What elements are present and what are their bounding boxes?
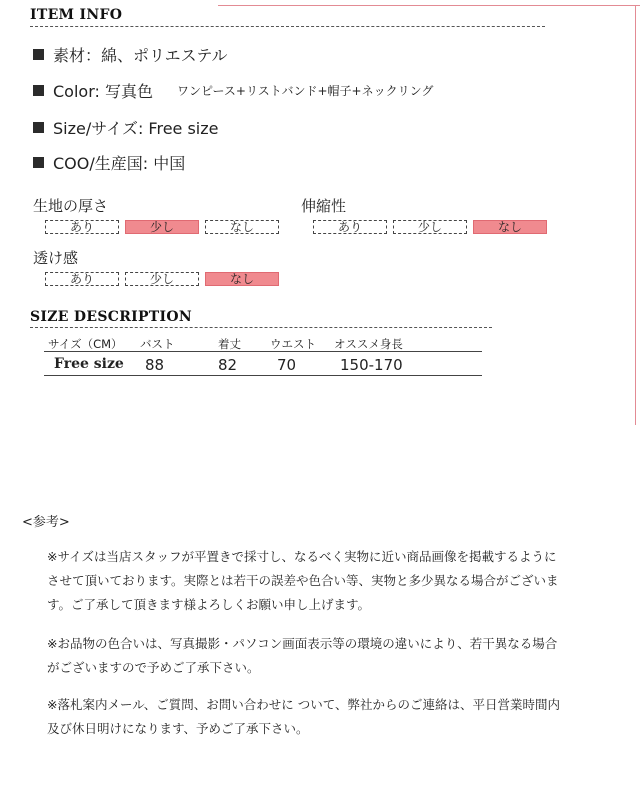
thickness-option: なし (205, 220, 279, 234)
stretch-option: なし (473, 220, 547, 234)
size-col-header: ウエスト (270, 337, 316, 351)
size-row (33, 116, 219, 139)
thickness-option: あり (45, 220, 119, 234)
frame-top-line (218, 5, 640, 6)
stretch-option: 少し (393, 220, 467, 234)
color-text: Color: 写真色 (53, 82, 153, 101)
material-row (33, 43, 228, 66)
color-note: ワンピース+リストバンド+帽子+ネックリング (176, 84, 434, 98)
thickness-option: 少し (125, 220, 199, 234)
size-value: 82 (218, 356, 238, 374)
bullet-icon (33, 157, 44, 168)
bullet-icon (33, 49, 44, 60)
size-value: 70 (277, 356, 297, 374)
reference-note: ※落札案内メール、ご質問、お問い合わせに ついて、弊社からのご連絡は、平日営業時間内及び休日明けになります、予めご了承下さい。 (47, 697, 560, 736)
bullet-icon (33, 122, 44, 133)
size-value: 88 (145, 356, 165, 374)
size-col-header: サイズ（CM） (48, 337, 123, 351)
color-row (33, 79, 433, 102)
size-row-underline (44, 375, 482, 376)
sheer-option: 少し (125, 272, 199, 286)
size-description-heading: SIZE DESCRIPTION (30, 309, 192, 325)
thickness-options (45, 220, 285, 234)
size-row-label: Free size (54, 356, 124, 372)
coo-row (33, 151, 185, 174)
bullet-icon (33, 85, 44, 96)
reference-label: <参考> (22, 515, 70, 530)
size-header-underline (44, 351, 482, 352)
size-col-header: バスト (140, 337, 175, 351)
frame-right-line (635, 5, 636, 425)
size-text: Size/サイズ: Free size (53, 119, 219, 138)
sheer-option: あり (45, 272, 119, 286)
thickness-title: 生地の厚さ (33, 197, 109, 215)
item-info-divider (30, 26, 545, 27)
reference-note: ※お品物の色合いは、写真撮影・パソコン画面表示等の環境の違いにより、若干異なる場合がございますので予めご了承下さい。 (47, 636, 558, 675)
stretch-option: あり (313, 220, 387, 234)
sheer-title: 透け感 (33, 249, 79, 267)
stretch-options (313, 220, 553, 234)
material-text: 素材：綿、ポリエステル (53, 46, 228, 65)
sheer-options (45, 272, 285, 286)
size-col-header: オススメ身長 (334, 337, 403, 351)
reference-note: ※サイズは当店スタッフが平置きで採寸し、なるべく実物に近い商品画像を掲載するようにさせて頂いております。実際とは若干の誤差や色合い等、実物と多少異なる場合がございます。ご了承して頂きます様よろしくお願い申し上げます。 (47, 549, 559, 612)
stretch-title: 伸縮性 (301, 197, 347, 215)
size-description-divider (30, 327, 492, 328)
item-info-heading: ITEM INFO (30, 7, 123, 23)
size-value: 150-170 (340, 356, 403, 374)
size-col-header: 着丈 (218, 337, 241, 351)
sheer-option: なし (205, 272, 279, 286)
coo-text: COO/生産国: 中国 (53, 154, 186, 173)
